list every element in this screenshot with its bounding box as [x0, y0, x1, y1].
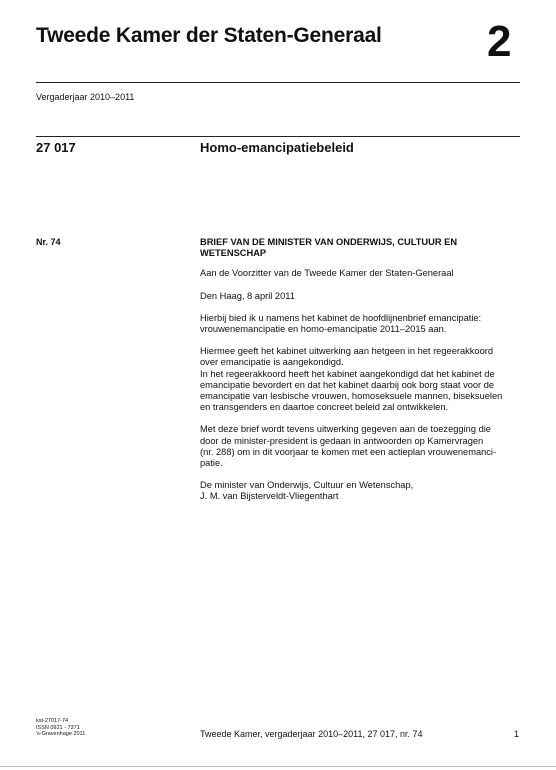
chamber-number: 2: [487, 17, 512, 66]
paragraph-line: emancipatie van lesbische vrouwen, homoseksuele mannen, biseksuelen: [200, 391, 503, 402]
heading-line: WETENSCHAP: [200, 248, 267, 259]
chamber-title: Tweede Kamer der Staten-Generaal: [36, 24, 382, 47]
session-year: Vergaderjaar 2010–2011: [36, 92, 135, 102]
place-date: [200, 291, 520, 302]
paragraph-line: Hierbij bied ik u namens het kabinet de hoofdlijnenbrief emancipatie:: [200, 312, 482, 323]
paragraph-line: en transgenders en daartoe concreet beleid zal ontwikkelen.: [200, 402, 449, 413]
paragraph-line: Met deze brief wordt tevens uitwerking gegeven aan de toezegging die: [200, 424, 491, 435]
addressee-text: Aan de Voorzitter van de Tweede Kamer der Staten-Generaal: [200, 268, 454, 279]
footer-reference: Tweede Kamer, vergaderjaar 2010–2011, 27 017, nr. 74: [200, 729, 423, 739]
colofon-line: 's-Gravenhage 2011: [36, 731, 86, 738]
signature-line: De minister van Onderwijs, Cultuur en Wetenschap,: [200, 480, 414, 491]
document-number: Nr. 74: [36, 237, 61, 247]
dossier-number: 27 017: [36, 140, 76, 155]
paragraph-line: Hiermee geeft het kabinet uitwerking aan hetgeen in het regeerakkoord: [200, 346, 494, 357]
paragraph-2: [200, 346, 520, 413]
header-rule: [36, 82, 520, 83]
colofon: [36, 718, 85, 738]
paragraph-line: vrouwenemancipatie en homo-emancipatie 2011–2015 aan.: [200, 324, 447, 335]
paragraph-1: [200, 313, 520, 335]
page-edge-line: [0, 766, 556, 767]
signature-line: J. M. van Bijsterveldt-Vliegenthart: [200, 491, 339, 502]
signature: [200, 480, 520, 502]
letter-heading: [200, 237, 520, 259]
dossier-title: Homo-emancipatiebeleid: [200, 140, 354, 155]
heading-line: BRIEF VAN DE MINISTER VAN ONDERWIJS, CULTUUR EN: [200, 237, 458, 247]
dossier-rule: [36, 136, 520, 137]
page-number: 1: [514, 729, 520, 739]
paragraph-line: In het regeerakkoord heeft het kabinet aangekondigd dat het kabinet de: [200, 368, 495, 379]
paragraph-line: emancipatie bevordert en dat het kabinet daarbij ook borg staat voor de: [200, 379, 495, 390]
addressee: [200, 268, 520, 279]
colofon-line: kst-27017-74: [36, 718, 69, 724]
paragraph-line: door de minister-president is gedaan in antwoorden op Kamervragen: [200, 435, 484, 446]
colofon-line: ISSN 0921 - 7371: [36, 724, 80, 731]
paragraph-line: over emancipatie is aangekondigd.: [200, 357, 344, 368]
place-date-text: Den Haag, 8 april 2011: [200, 290, 295, 301]
letter-body: [200, 237, 520, 514]
paragraph-line: (nr. 288) om in dit voorjaar te komen met een actieplan vrouwenemanci-: [200, 446, 497, 457]
paragraph-3: [200, 424, 520, 469]
paragraph-line: patie.: [200, 458, 223, 469]
